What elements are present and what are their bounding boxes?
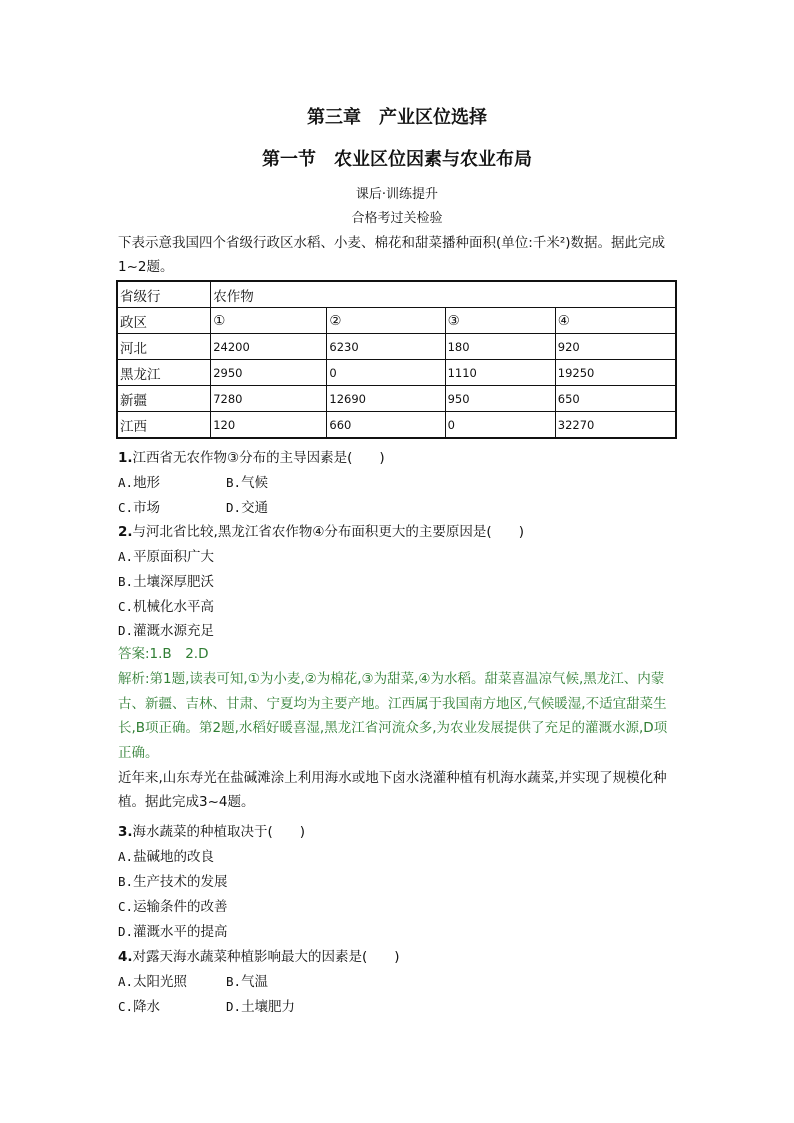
table-cell: 24200 <box>211 334 327 360</box>
table-row <box>117 412 676 439</box>
option-c <box>118 995 160 1015</box>
option-letter: A. <box>118 475 134 490</box>
question-text: 海水蔬菜的种植取决于( ) <box>132 824 306 840</box>
option-letter: A. <box>118 849 134 864</box>
option-letter: C. <box>118 500 134 515</box>
option-text: 交通 <box>241 500 269 516</box>
section-title: 第一节 农业区位因素与农业布局 <box>262 149 532 170</box>
option-text: 平原面积广大 <box>133 549 215 565</box>
option-letter: C. <box>118 899 134 914</box>
analysis-paragraph: 解析:第1题,读表可知,①为小麦,②为棉花,③为甜菜,④为水稻。甜菜喜温凉气候,黑龙江、内蒙古、新疆、吉林、甘肃、宁夏均为主要产地。江西属于我国南方地区,气候暖湿,不适宜甜菜生长,B项正确。第2题,水稻好暖喜湿,黑龙江省河流众多,为农业发展提供了充足的灌溉水源,D项正确。 <box>118 671 668 761</box>
option-letter: D. <box>118 924 134 939</box>
option-d <box>118 619 214 639</box>
table-cell: 19250 <box>555 360 676 386</box>
table-header-region-2: 政区 <box>117 308 211 334</box>
question-1 <box>118 446 385 466</box>
question-number: 4. <box>118 949 133 965</box>
option-letter: D. <box>118 623 134 638</box>
option-b <box>226 471 268 491</box>
option-text: 生产技术的发展 <box>133 874 228 890</box>
table-cell: 32270 <box>555 412 676 439</box>
table-crop-label: ③ <box>445 308 555 334</box>
table-cell: 120 <box>211 412 327 439</box>
table-cell: 950 <box>445 386 555 412</box>
option-b <box>118 570 214 590</box>
option-d <box>226 496 268 516</box>
table-cell: 660 <box>327 412 445 439</box>
answer-line: 答案:1.B 2.D <box>118 646 209 662</box>
option-text: 灌溉水平的提高 <box>133 924 228 940</box>
table-region-cell: 黑龙江 <box>117 360 211 386</box>
table-cell: 6230 <box>327 334 445 360</box>
table-crop-label: ② <box>327 308 445 334</box>
chapter-title: 第三章 产业区位选择 <box>307 107 487 128</box>
table-header-crops: 农作物 <box>211 281 676 308</box>
option-letter: A. <box>118 549 134 564</box>
question-text: 对露天海水蔬菜种植影响最大的因素是( ) <box>132 949 400 965</box>
question-4 <box>118 945 400 965</box>
table-cell: 12690 <box>327 386 445 412</box>
option-letter: B. <box>118 574 134 589</box>
table-region-cell: 江西 <box>117 412 211 439</box>
option-letter: C. <box>118 999 134 1014</box>
table-row <box>117 334 676 360</box>
option-letter: A. <box>118 974 134 989</box>
option-c <box>118 595 214 615</box>
table-region-cell: 新疆 <box>117 386 211 412</box>
option-d <box>118 920 228 940</box>
option-c <box>118 496 160 516</box>
table-header-region: 省级行 <box>117 281 211 308</box>
table-cell: 0 <box>445 412 555 439</box>
table-crop-label: ④ <box>555 308 676 334</box>
option-text: 市场 <box>133 500 161 516</box>
question-number: 3. <box>118 824 133 840</box>
question-number: 1. <box>118 450 133 466</box>
option-a <box>118 471 160 491</box>
table-crop-label: ① <box>211 308 327 334</box>
table-cell: 1110 <box>445 360 555 386</box>
question-text: 与河北省比较,黑龙江省农作物④分布面积更大的主要原因是( ) <box>132 524 524 540</box>
subtitle-exercise: 课后·训练提升 <box>355 187 439 202</box>
table-row <box>117 308 676 334</box>
question-3 <box>118 820 305 840</box>
question-number: 2. <box>118 524 133 540</box>
option-letter: B. <box>226 475 242 490</box>
option-letter: C. <box>118 599 134 614</box>
table-cell: 180 <box>445 334 555 360</box>
table-cell: 7280 <box>211 386 327 412</box>
table-cell: 2950 <box>211 360 327 386</box>
option-letter: D. <box>226 999 242 1014</box>
option-d <box>226 995 295 1015</box>
option-text: 气候 <box>241 475 269 491</box>
option-letter: B. <box>118 874 134 889</box>
option-text: 机械化水平高 <box>133 599 215 615</box>
option-c <box>118 895 228 915</box>
option-text: 土壤肥力 <box>241 999 296 1015</box>
option-a <box>118 545 214 565</box>
option-text: 降水 <box>133 999 161 1015</box>
table-region-cell: 河北 <box>117 334 211 360</box>
option-text: 太阳光照 <box>133 974 188 990</box>
option-text: 盐碱地的改良 <box>133 849 215 865</box>
intro-paragraph-1: 下表示意我国四个省级行政区水稻、小麦、棉花和甜菜播种面积(单位:千米²)数据。据此完成1~2题。 <box>118 235 665 275</box>
crop-area-table <box>116 280 677 439</box>
option-text: 地形 <box>133 475 161 491</box>
question-text: 江西省无农作物③分布的主导因素是( ) <box>132 450 385 466</box>
question-2 <box>118 520 524 540</box>
table-cell: 920 <box>555 334 676 360</box>
table-row <box>117 360 676 386</box>
table-row <box>117 281 676 308</box>
option-text: 灌溉水源充足 <box>133 623 215 639</box>
option-a <box>118 970 187 990</box>
table-cell: 650 <box>555 386 676 412</box>
intro-paragraph-2: 近年来,山东寿光在盐碱滩涂上利用海水或地下卤水浇灌种植有机海水蔬菜,并实现了规模化种植。据此完成3~4题。 <box>118 770 667 810</box>
option-letter: B. <box>226 974 242 989</box>
table-row <box>117 386 676 412</box>
option-text: 土壤深厚肥沃 <box>133 574 215 590</box>
table-cell: 0 <box>327 360 445 386</box>
option-b <box>226 970 268 990</box>
option-letter: D. <box>226 500 242 515</box>
option-text: 气温 <box>241 974 269 990</box>
subtitle-level: 合格考过关检验 <box>351 211 443 226</box>
option-a <box>118 845 214 865</box>
option-text: 运输条件的改善 <box>133 899 228 915</box>
option-b <box>118 870 228 890</box>
